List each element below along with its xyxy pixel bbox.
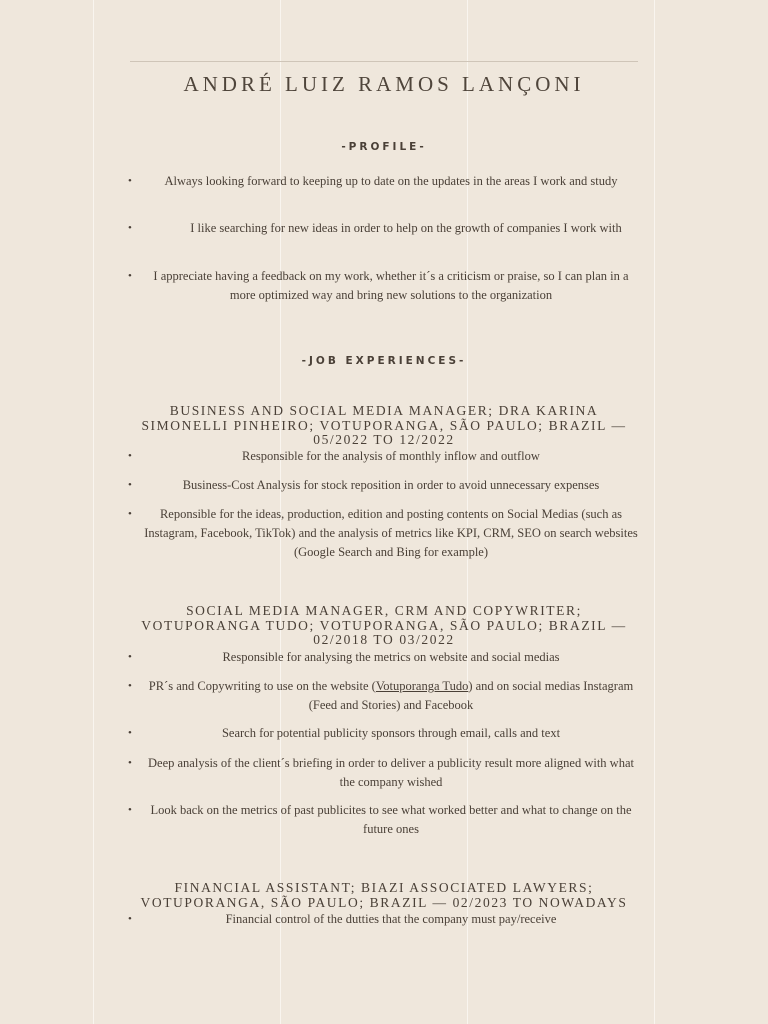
header-divider <box>130 61 638 62</box>
job-item: Financial control of the dutties that the company must pay/receive <box>225 912 557 926</box>
job-item: Business-Cost Analysis for stock reposition in order to avoid unnecessary expenses <box>182 478 600 492</box>
job-title: BUSINESS AND SOCIAL MEDIA MANAGER; DRA KARINA SIMONELLI PINHEIRO; VOTUPORANGA, SÃO PAULO; BRAZIL — 05/2022 TO 12/2022 <box>141 403 627 447</box>
job-item-text: ) and on social medias Instagram (Feed and Stories) and Facebook <box>308 679 634 712</box>
job-item: Look back on the metrics of past publicites to see what worked better and what to change on the future ones <box>150 803 632 836</box>
bullet-icon: • <box>128 913 132 925</box>
bullet-icon: • <box>128 651 132 663</box>
profile-item: Always looking forward to keeping up to date on the updates in the areas I work and study <box>164 174 618 188</box>
job-item: Deep analysis of the client´s briefing in order to deliver a publicity result more aligned with what the company wished <box>148 756 634 789</box>
person-name: ANDRÉ LUIZ RAMOS LANÇONI <box>183 72 585 96</box>
bullet-icon: • <box>128 757 132 769</box>
bullet-icon: • <box>128 804 132 816</box>
profile-item: I appreciate having a feedback on my work, whether it´s a criticism or praise, so I can plan in a more optimized way and bring new solutions to the organization <box>153 269 629 302</box>
job-title: SOCIAL MEDIA MANAGER, CRM AND COPYWRITER; VOTUPORANGA TUDO; VOTUPORANGA, SÃO PAULO; BRAZIL — 02/2018 TO 03/2022 <box>141 603 627 647</box>
bullet-icon: • <box>128 680 132 692</box>
job-item: Responsible for the analysis of monthly inflow and outflow <box>242 449 540 463</box>
bullet-icon: • <box>128 175 132 187</box>
experience-heading: -JOB EXPERIENCES- <box>301 355 467 367</box>
votuporanga-tudo-link[interactable]: Votuporanga Tudo <box>375 679 469 693</box>
job-item: Reponsible for the ideas, production, edition and posting contents on Social Medias (such as Instagram, Facebook, TikTok) and the analysis of metrics like KPI, CRM, SEO on search websites (Google Search and Bing for example) <box>144 507 638 559</box>
bullet-icon: • <box>128 450 132 462</box>
bullet-icon: • <box>128 508 132 520</box>
job-item <box>140 677 642 715</box>
job-item: Responsible for analysing the metrics on website and social medias <box>222 650 560 664</box>
job-item: Search for potential publicity sponsors through email, calls and text <box>221 726 561 740</box>
bullet-icon: • <box>128 222 132 234</box>
bullet-icon: • <box>128 727 132 739</box>
bullet-icon: • <box>128 270 132 282</box>
profile-item: I like searching for new ideas in order to help on the growth of companies I work with <box>190 221 622 235</box>
bullet-icon: • <box>128 479 132 491</box>
job-title: FINANCIAL ASSISTANT; BIAZI ASSOCIATED LAWYERS; VOTUPORANGA, SÃO PAULO; BRAZIL — 02/2023 TO NOWADAYS <box>140 880 628 910</box>
job-item-text: PR´s and Copywriting to use on the website ( <box>148 679 376 693</box>
profile-heading: -PROFILE- <box>341 141 427 153</box>
